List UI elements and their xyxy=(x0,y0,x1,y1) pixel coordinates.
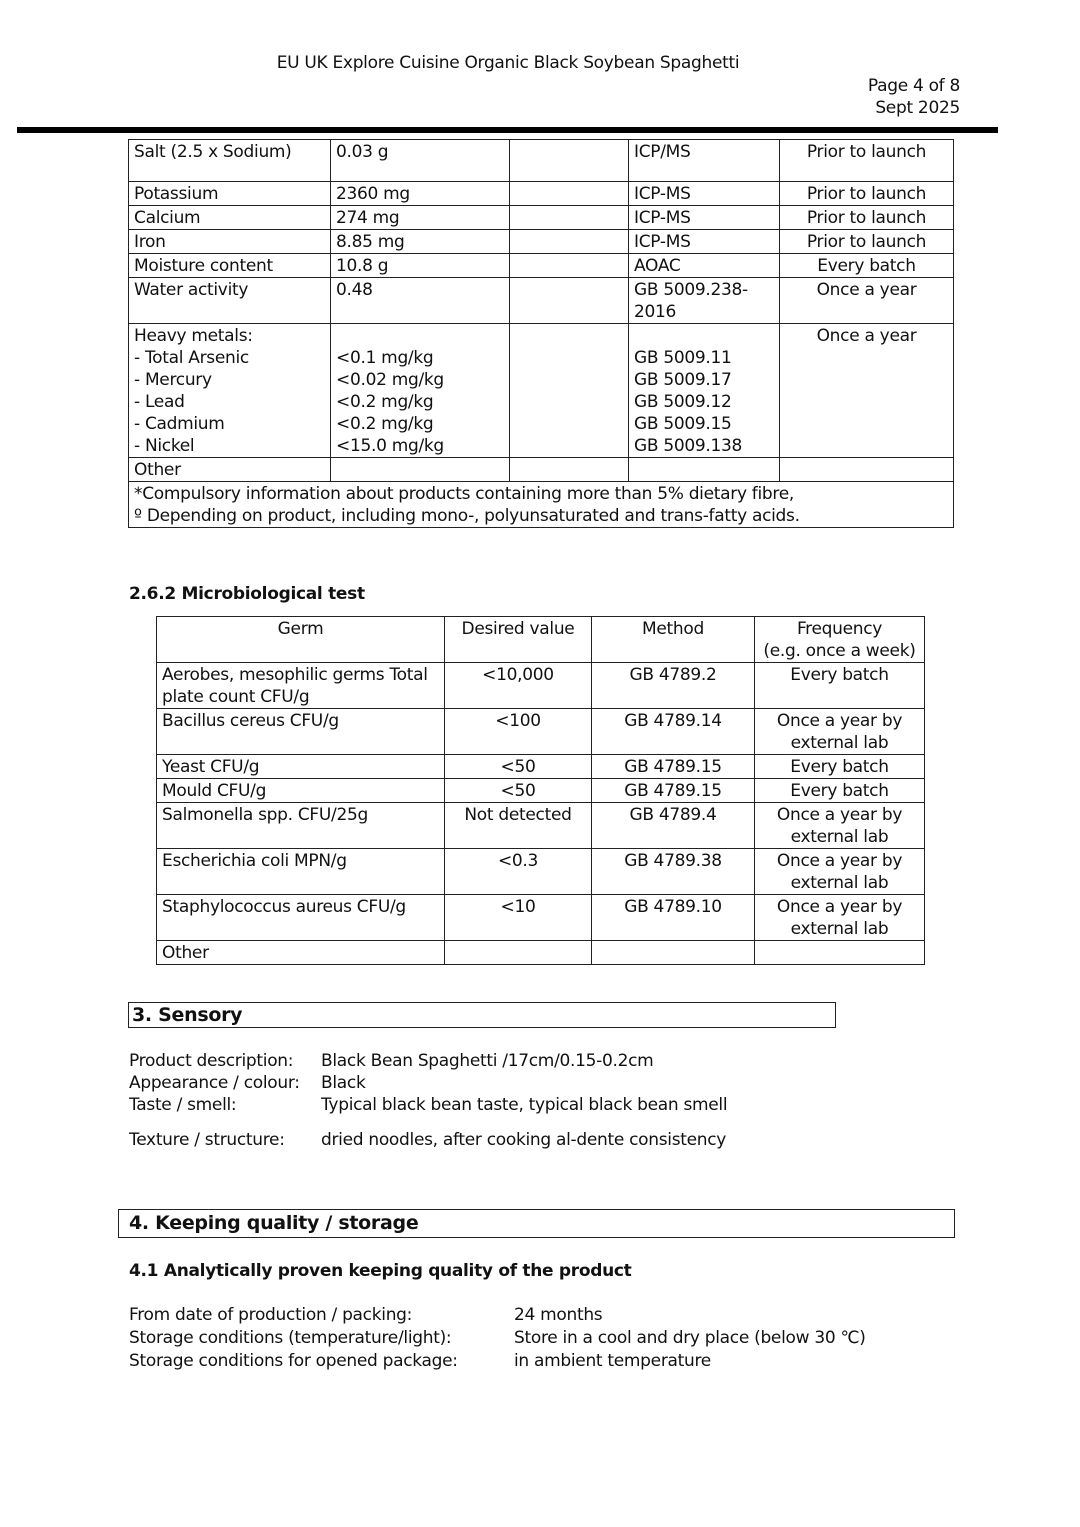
frequency-cell: Prior to launch xyxy=(780,140,954,182)
method-cell: ICP-MS xyxy=(629,206,780,230)
frequency-cell xyxy=(755,709,925,755)
header-germ: Germ xyxy=(157,617,445,663)
heavy-metals-row xyxy=(129,324,954,458)
heavy-metals-title: Heavy metals: xyxy=(134,326,253,346)
table-row xyxy=(157,895,925,941)
desired-value-cell: <10 xyxy=(445,895,592,941)
metal-value: <0.1 mg/kg xyxy=(336,348,434,368)
germ-cell: Yeast CFU/g xyxy=(157,755,445,779)
micro-table xyxy=(156,616,925,965)
param-cell: Moisture content xyxy=(129,254,331,278)
method-cell: ICP-MS xyxy=(629,182,780,206)
sensory-value: Typical black bean taste, typical black bean smell xyxy=(321,1095,728,1115)
method-cell: GB 4789.38 xyxy=(592,849,755,895)
method-line: GB 5009.238- xyxy=(634,280,748,300)
sensory-value: dried noodles, after cooking al-dente consistency xyxy=(321,1130,727,1150)
note-fibre: *Compulsory information about products containing more than 5% dietary fibre, xyxy=(134,484,794,504)
micro-heading: 2.6.2 Microbiological test xyxy=(129,584,365,604)
desired-value-cell: <0.3 xyxy=(445,849,592,895)
tolerance-cell xyxy=(510,140,629,182)
sensory-item xyxy=(129,1072,727,1094)
keeping-label: From date of production / packing: xyxy=(129,1305,413,1325)
table-row xyxy=(157,709,925,755)
germ-cell: Staphylococcus aureus CFU/g xyxy=(157,895,445,941)
frequency-cell: Every batch xyxy=(755,755,925,779)
frequency-line: external lab xyxy=(790,827,889,847)
desired-value-cell: Not detected xyxy=(445,803,592,849)
sensory-heading: 3. Sensory xyxy=(128,1002,836,1028)
table-row xyxy=(129,254,954,278)
method-cell: GB 4789.2 xyxy=(592,663,755,709)
frequency-cell xyxy=(755,895,925,941)
metal-value: <15.0 mg/kg xyxy=(336,436,444,456)
germ-cell: Escherichia coli MPN/g xyxy=(157,849,445,895)
keeping-value: 24 months xyxy=(514,1305,603,1325)
method-cell: GB 4789.10 xyxy=(592,895,755,941)
metal-method: GB 5009.17 xyxy=(634,370,732,390)
header-frequency-line: Frequency xyxy=(796,619,883,639)
header-desired-value: Desired value xyxy=(445,617,592,663)
table-row xyxy=(157,849,925,895)
frequency-cell: Prior to launch xyxy=(780,230,954,254)
keeping-item xyxy=(129,1350,866,1373)
analysis-table xyxy=(128,139,954,528)
method-cell xyxy=(629,458,780,482)
table-row xyxy=(129,182,954,206)
method-cell: GB 4789.15 xyxy=(592,779,755,803)
frequency-line: Once a year by xyxy=(776,897,903,917)
param-cell: Potassium xyxy=(129,182,331,206)
frequency-cell: Once a year xyxy=(780,324,954,458)
method-cell xyxy=(629,324,780,458)
desired-value-cell: <50 xyxy=(445,779,592,803)
method-line: 2016 xyxy=(634,302,677,322)
header-rule xyxy=(17,127,998,133)
frequency-cell: Every batch xyxy=(755,663,925,709)
desired-value-cell: <50 xyxy=(445,755,592,779)
value-cell: 8.85 mg xyxy=(331,230,510,254)
value-cell: 0.48 xyxy=(331,278,510,324)
keeping-value: Store in a cool and dry place (below 30 ℃) xyxy=(514,1328,866,1348)
notes-row xyxy=(129,482,954,528)
metal-name: - Mercury xyxy=(134,370,212,390)
desired-value-cell: <100 xyxy=(445,709,592,755)
page-number: Page 4 of 8 xyxy=(867,76,960,96)
keeping-heading: 4. Keeping quality / storage xyxy=(118,1209,955,1238)
sensory-label: Product description: xyxy=(129,1051,294,1071)
metal-method: GB 5009.12 xyxy=(634,392,732,412)
sensory-item xyxy=(129,1094,727,1129)
method-cell: GB 4789.15 xyxy=(592,755,755,779)
value-cell: 10.8 g xyxy=(331,254,510,278)
keeping-label: Storage conditions (temperature/light): xyxy=(129,1328,452,1348)
germ-cell: Salmonella spp. CFU/25g xyxy=(157,803,445,849)
table-row xyxy=(129,230,954,254)
frequency-cell xyxy=(780,458,954,482)
param-cell: Water activity xyxy=(129,278,331,324)
frequency-line: external lab xyxy=(790,919,889,939)
frequency-line: external lab xyxy=(790,733,889,753)
frequency-line: Once a year by xyxy=(776,711,903,731)
metal-method: GB 5009.138 xyxy=(634,436,743,456)
param-cell: Iron xyxy=(129,230,331,254)
frequency-cell: Prior to launch xyxy=(780,206,954,230)
method-cell: GB 4789.4 xyxy=(592,803,755,849)
germ-line: Aerobes, mesophilic germs Total xyxy=(162,665,428,685)
germ-cell: Bacillus cereus CFU/g xyxy=(157,709,445,755)
germ-cell: Mould CFU/g xyxy=(157,779,445,803)
header-method: Method xyxy=(592,617,755,663)
keeping-value: in ambient temperature xyxy=(514,1351,711,1371)
keeping-label: Storage conditions for opened package: xyxy=(129,1351,458,1371)
frequency-line: external lab xyxy=(790,873,889,893)
keeping-subheading: 4.1 Analytically proven keeping quality of the product xyxy=(129,1261,632,1281)
document-date: Sept 2025 xyxy=(875,98,960,118)
sensory-value: Black Bean Spaghetti /17cm/0.15-0.2cm xyxy=(321,1051,654,1071)
method-cell: GB 4789.14 xyxy=(592,709,755,755)
table-row xyxy=(129,206,954,230)
table-row xyxy=(129,140,954,182)
param-cell: Salt (2.5 x Sodium) xyxy=(129,140,331,182)
table-row xyxy=(129,458,954,482)
desired-value-cell xyxy=(445,941,592,965)
frequency-line: Once a year by xyxy=(776,805,903,825)
frequency-cell: Every batch xyxy=(780,254,954,278)
frequency-cell: Once a year xyxy=(780,278,954,324)
desired-value-cell: <10,000 xyxy=(445,663,592,709)
metal-value: <0.02 mg/kg xyxy=(336,370,444,390)
table-row xyxy=(157,803,925,849)
keeping-item xyxy=(129,1327,866,1350)
method-cell: AOAC xyxy=(629,254,780,278)
header-frequency xyxy=(755,617,925,663)
header-frequency-line: (e.g. once a week) xyxy=(763,641,916,661)
metal-name: - Lead xyxy=(134,392,185,412)
metal-method: GB 5009.15 xyxy=(634,414,732,434)
method-cell xyxy=(592,941,755,965)
metal-value: <0.2 mg/kg xyxy=(336,414,434,434)
frequency-cell xyxy=(755,849,925,895)
table-row xyxy=(157,779,925,803)
metal-name: - Total Arsenic xyxy=(134,348,249,368)
table-row xyxy=(129,278,954,324)
germ-line: plate count CFU/g xyxy=(162,687,310,707)
tolerance-cell xyxy=(510,230,629,254)
note-fatty-acids: º Depending on product, including mono-, polyunsaturated and trans-fatty acids. xyxy=(134,506,800,526)
value-cell: 0.03 g xyxy=(331,140,510,182)
frequency-cell xyxy=(755,941,925,965)
param-cell: Calcium xyxy=(129,206,331,230)
germ-cell: Other xyxy=(157,941,445,965)
tolerance-cell xyxy=(510,458,629,482)
param-cell: Other xyxy=(129,458,331,482)
sensory-label: Texture / structure: xyxy=(129,1130,285,1150)
metal-value: <0.2 mg/kg xyxy=(336,392,434,412)
metal-method: GB 5009.11 xyxy=(634,348,732,368)
document-title: EU UK Explore Cuisine Organic Black Soybean Spaghetti xyxy=(276,53,740,73)
sensory-list xyxy=(129,1050,727,1151)
page-info xyxy=(868,75,960,119)
value-cell xyxy=(331,324,510,458)
method-cell: ICP-MS xyxy=(629,230,780,254)
tolerance-cell xyxy=(510,278,629,324)
value-cell xyxy=(331,458,510,482)
frequency-line: Once a year by xyxy=(776,851,903,871)
table-header-row xyxy=(157,617,925,663)
keeping-list xyxy=(129,1304,866,1373)
metal-name: - Cadmium xyxy=(134,414,225,434)
metal-name: - Nickel xyxy=(134,436,195,456)
sensory-label: Appearance / colour: xyxy=(129,1073,300,1093)
tolerance-cell xyxy=(510,182,629,206)
germ-cell xyxy=(157,663,445,709)
sensory-label: Taste / smell: xyxy=(129,1095,237,1115)
table-row xyxy=(157,941,925,965)
table-row xyxy=(157,663,925,709)
method-cell: ICP/MS xyxy=(629,140,780,182)
notes-cell xyxy=(129,482,954,528)
tolerance-cell xyxy=(510,254,629,278)
frequency-cell: Prior to launch xyxy=(780,182,954,206)
frequency-cell xyxy=(755,803,925,849)
value-cell: 2360 mg xyxy=(331,182,510,206)
value-cell: 274 mg xyxy=(331,206,510,230)
frequency-cell: Every batch xyxy=(755,779,925,803)
method-cell xyxy=(629,278,780,324)
param-cell xyxy=(129,324,331,458)
tolerance-cell xyxy=(510,324,629,458)
sensory-value: Black xyxy=(321,1073,366,1093)
keeping-item xyxy=(129,1304,866,1327)
table-row xyxy=(157,755,925,779)
tolerance-cell xyxy=(510,206,629,230)
sensory-item xyxy=(129,1129,727,1151)
sensory-item xyxy=(129,1050,727,1072)
